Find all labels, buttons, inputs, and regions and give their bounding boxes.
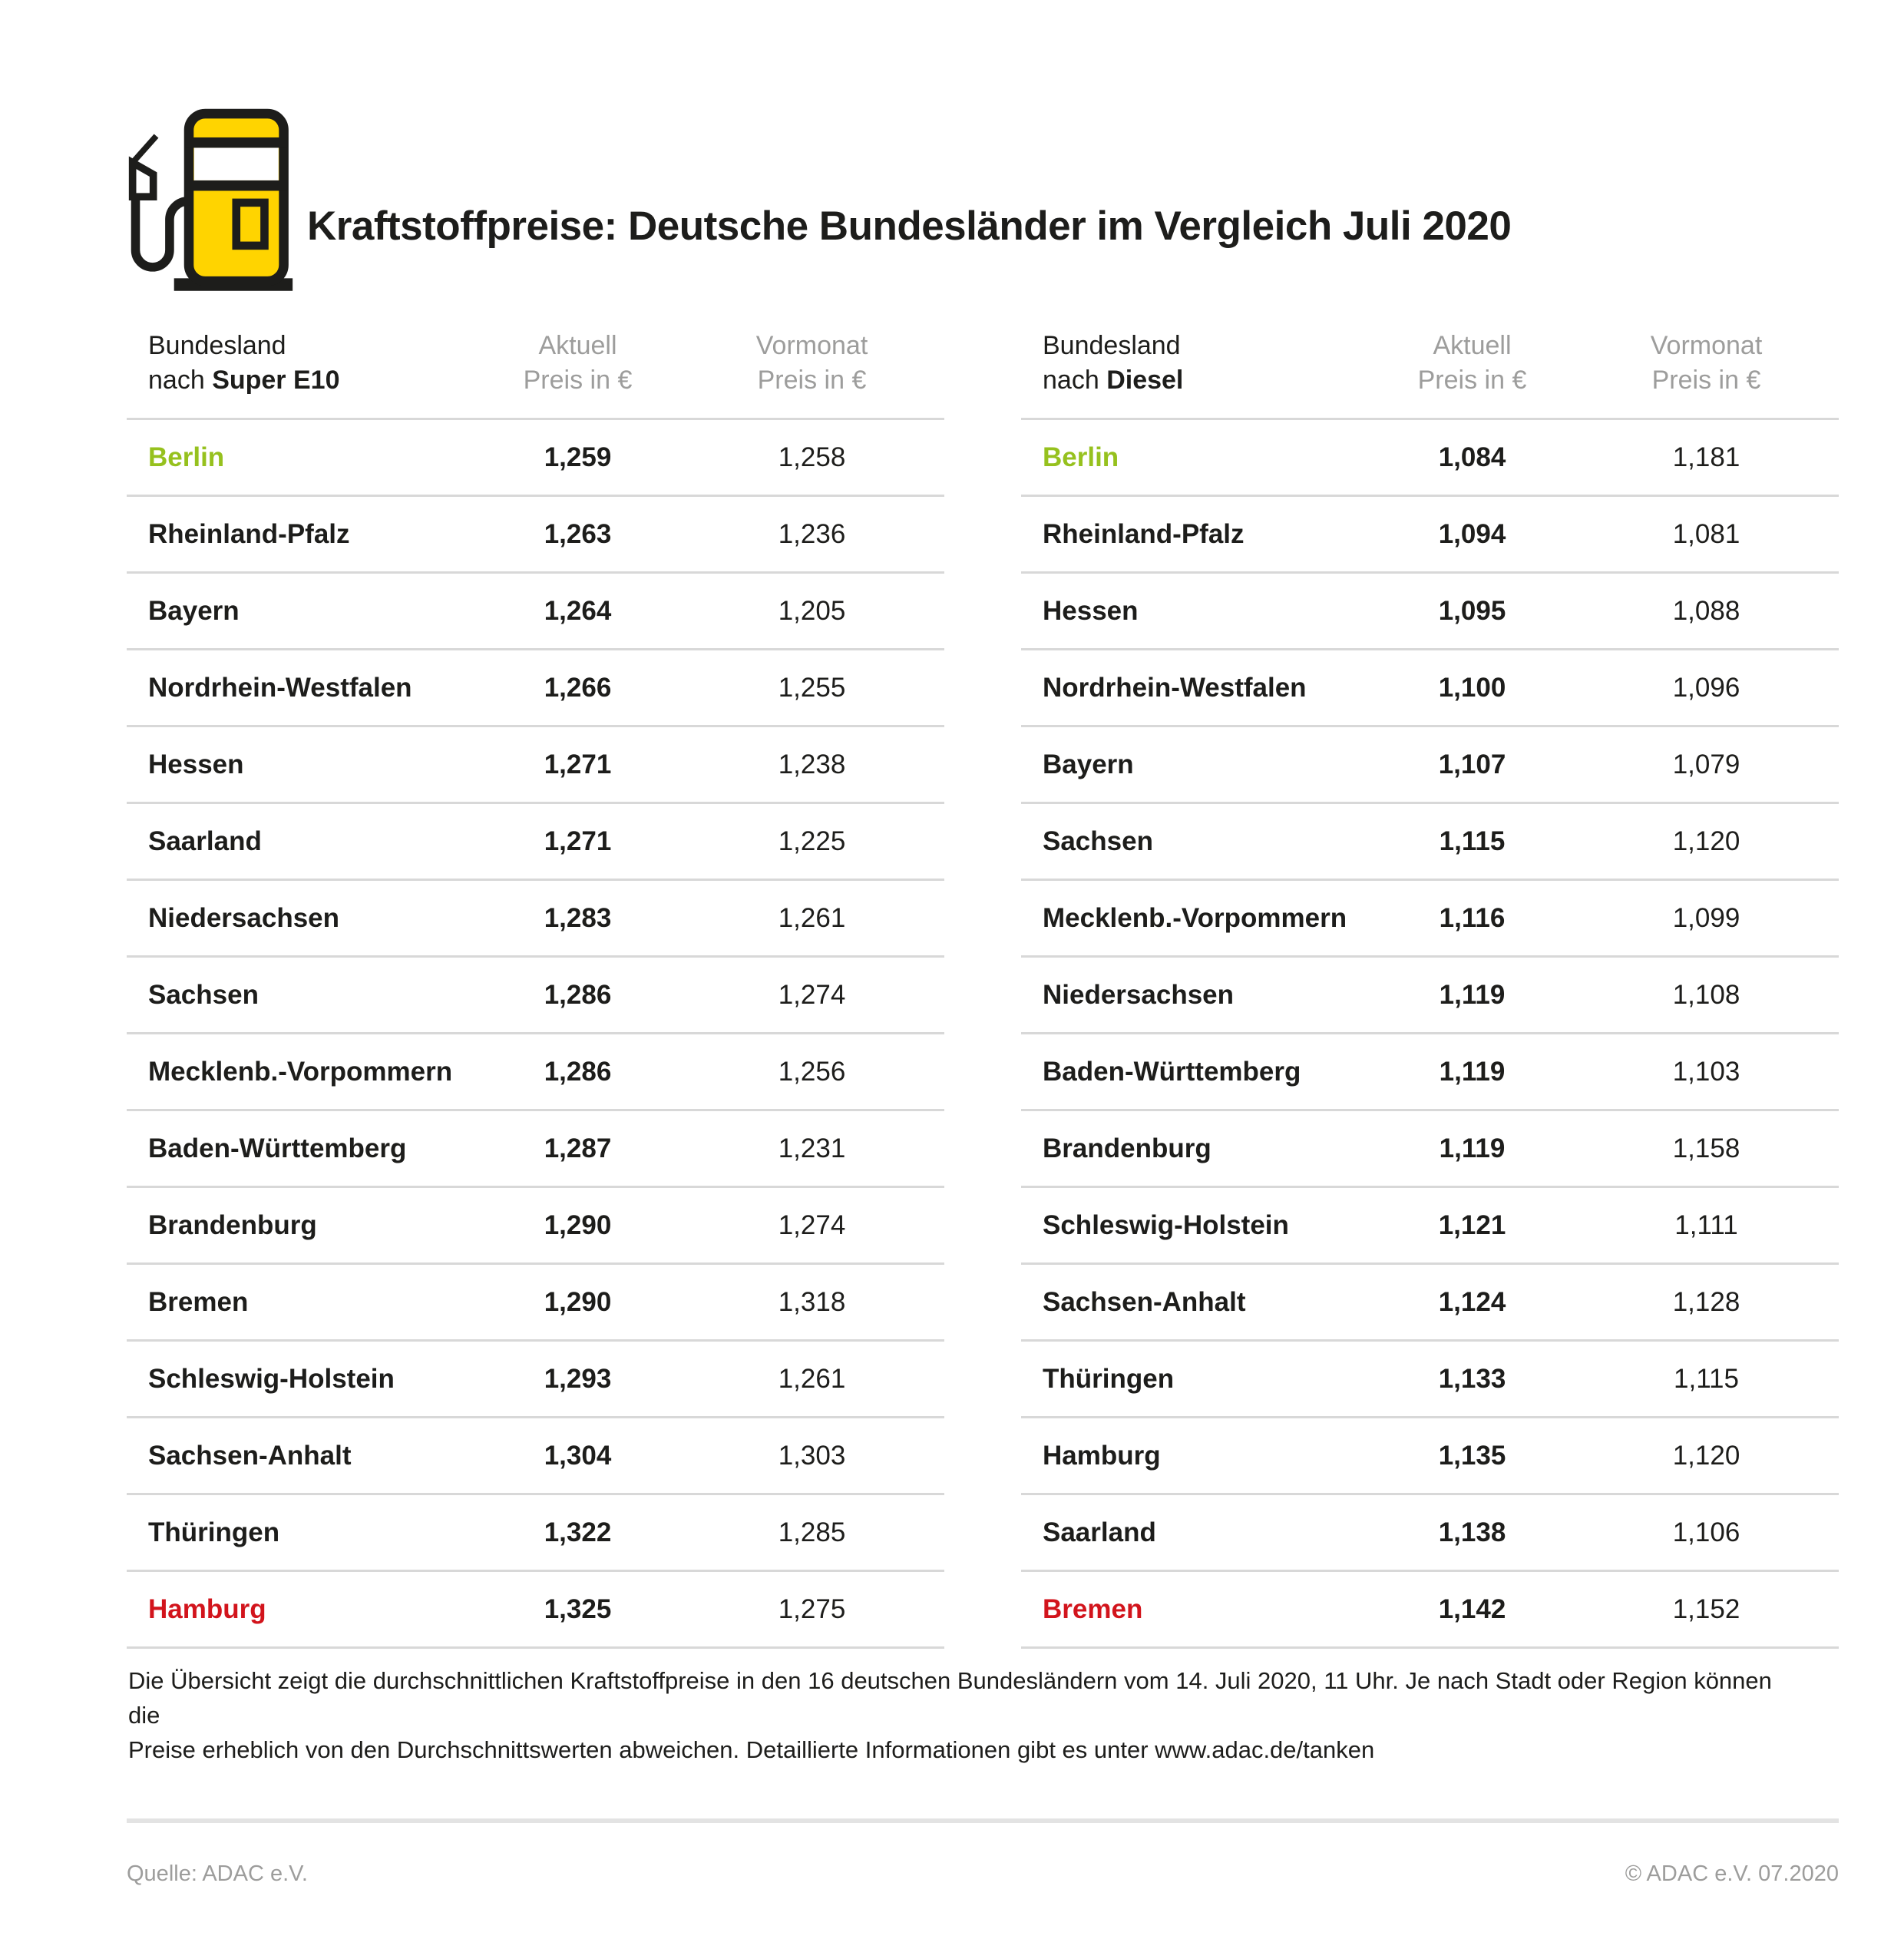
price-current: 1,263 bbox=[544, 518, 612, 549]
table-header bbox=[1021, 329, 1839, 420]
state-name: Bayern bbox=[148, 595, 240, 626]
state-name: Hessen bbox=[148, 749, 244, 779]
price-previous: 1,261 bbox=[778, 902, 846, 933]
column-header-vormonat: Vormonat Preis in € bbox=[755, 331, 868, 395]
price-previous: 1,275 bbox=[778, 1593, 846, 1624]
table-row bbox=[127, 1342, 944, 1418]
price-current: 1,119 bbox=[1439, 979, 1506, 1010]
price-previous: 1,099 bbox=[1672, 902, 1740, 933]
state-name: Bremen bbox=[1043, 1593, 1143, 1624]
header-fuel-label: nach Diesel bbox=[1043, 366, 1184, 395]
state-name: Nordrhein-Westfalen bbox=[148, 672, 412, 703]
price-current: 1,119 bbox=[1439, 1133, 1506, 1163]
price-previous: 1,258 bbox=[778, 442, 846, 472]
header-bundesland-label: Bundesland bbox=[1043, 331, 1181, 360]
price-current: 1,290 bbox=[544, 1286, 612, 1317]
column-header-vormonat: Vormonat Preis in € bbox=[1650, 331, 1763, 395]
price-previous: 1,318 bbox=[778, 1286, 846, 1317]
price-current: 1,304 bbox=[544, 1440, 612, 1471]
header-bundesland-label: Bundesland bbox=[148, 331, 286, 360]
price-previous: 1,111 bbox=[1674, 1209, 1738, 1240]
page-title: Kraftstoffpreise: Deutsche Bundesländer im Vergleich Juli 2020 bbox=[307, 204, 1512, 249]
price-current: 1,293 bbox=[544, 1363, 612, 1394]
state-name: Schleswig-Holstein bbox=[148, 1363, 395, 1394]
state-name: Saarland bbox=[148, 826, 262, 856]
price-previous: 1,274 bbox=[778, 979, 846, 1010]
state-name: Thüringen bbox=[1043, 1363, 1175, 1394]
state-name: Mecklenb.-Vorpommern bbox=[1043, 902, 1347, 933]
table-row bbox=[1021, 1188, 1839, 1265]
table-row bbox=[1021, 727, 1839, 804]
price-current: 1,286 bbox=[544, 979, 612, 1010]
footer bbox=[127, 1861, 1839, 1887]
table-row bbox=[127, 881, 944, 958]
price-current: 1,283 bbox=[544, 902, 612, 933]
table-row bbox=[127, 1495, 944, 1572]
footnote bbox=[128, 1663, 1779, 1767]
state-name: Berlin bbox=[1043, 442, 1119, 472]
table-row bbox=[1021, 881, 1839, 958]
state-name: Brandenburg bbox=[1043, 1133, 1211, 1163]
table-row bbox=[1021, 574, 1839, 650]
column-header-aktuell: Aktuell Preis in € bbox=[1417, 331, 1527, 395]
fuel-type-label: Diesel bbox=[1106, 366, 1184, 395]
price-previous: 1,108 bbox=[1672, 979, 1740, 1010]
table-row bbox=[127, 1111, 944, 1188]
price-current: 1,124 bbox=[1438, 1286, 1506, 1317]
price-current: 1,133 bbox=[1438, 1363, 1506, 1394]
copyright-note: © ADAC e.V. 07.2020 bbox=[1625, 1861, 1839, 1886]
footnote-line-2: Preise erheblich von den Durchschnittswerten abweichen. Detaillierte Informationen gibt es unter www.adac.de/tanken bbox=[128, 1736, 1375, 1763]
table-row bbox=[1021, 1034, 1839, 1111]
table-row bbox=[1021, 1111, 1839, 1188]
price-current: 1,290 bbox=[544, 1209, 612, 1240]
table-diesel bbox=[1021, 329, 1839, 1649]
price-current: 1,095 bbox=[1438, 595, 1506, 626]
state-name: Thüringen bbox=[148, 1517, 280, 1547]
column-header-bundesland bbox=[1021, 329, 1370, 398]
price-previous: 1,128 bbox=[1672, 1286, 1740, 1317]
price-current: 1,325 bbox=[544, 1593, 612, 1624]
table-body bbox=[1021, 420, 1839, 1649]
state-name: Rheinland-Pfalz bbox=[1043, 518, 1245, 549]
price-current: 1,116 bbox=[1439, 902, 1506, 933]
state-name: Rheinland-Pfalz bbox=[148, 518, 350, 549]
price-previous: 1,120 bbox=[1672, 826, 1740, 856]
table-row bbox=[1021, 1418, 1839, 1495]
table-row bbox=[1021, 497, 1839, 574]
table-row bbox=[1021, 650, 1839, 727]
price-current: 1,084 bbox=[1438, 442, 1506, 472]
table-row bbox=[1021, 958, 1839, 1034]
footer-divider bbox=[127, 1818, 1839, 1823]
price-previous: 1,303 bbox=[778, 1440, 846, 1471]
price-previous: 1,256 bbox=[778, 1056, 846, 1087]
table-body bbox=[127, 420, 944, 1649]
price-previous: 1,103 bbox=[1672, 1056, 1740, 1087]
state-name: Baden-Württemberg bbox=[1043, 1056, 1301, 1087]
state-name: Sachsen bbox=[148, 979, 259, 1010]
price-previous: 1,096 bbox=[1672, 672, 1740, 703]
price-current: 1,107 bbox=[1438, 749, 1506, 779]
state-name: Hamburg bbox=[1043, 1440, 1161, 1471]
price-previous: 1,231 bbox=[778, 1133, 846, 1163]
price-tables bbox=[127, 329, 1839, 1649]
state-name: Nordrhein-Westfalen bbox=[1043, 672, 1307, 703]
price-previous: 1,120 bbox=[1672, 1440, 1740, 1471]
price-previous: 1,158 bbox=[1672, 1133, 1740, 1163]
state-name: Berlin bbox=[148, 442, 225, 472]
state-name: Sachsen-Anhalt bbox=[1043, 1286, 1246, 1317]
table-row bbox=[1021, 1265, 1839, 1342]
table-row bbox=[127, 727, 944, 804]
price-current: 1,271 bbox=[544, 826, 612, 856]
table-row bbox=[127, 574, 944, 650]
table-row bbox=[127, 1034, 944, 1111]
header-fuel-label: nach Super E10 bbox=[148, 366, 340, 395]
table-row bbox=[1021, 804, 1839, 881]
price-current: 1,286 bbox=[544, 1056, 612, 1087]
price-previous: 1,225 bbox=[778, 826, 846, 856]
table-row bbox=[127, 1265, 944, 1342]
table-row bbox=[127, 804, 944, 881]
price-current: 1,264 bbox=[544, 595, 612, 626]
table-row bbox=[1021, 1342, 1839, 1418]
price-current: 1,142 bbox=[1438, 1593, 1506, 1624]
price-previous: 1,081 bbox=[1672, 518, 1740, 549]
price-current: 1,121 bbox=[1438, 1209, 1506, 1240]
price-current: 1,094 bbox=[1438, 518, 1506, 549]
price-previous: 1,088 bbox=[1672, 595, 1740, 626]
price-previous: 1,238 bbox=[778, 749, 846, 779]
table-row bbox=[1021, 1572, 1839, 1649]
state-name: Hessen bbox=[1043, 595, 1139, 626]
source-note: Quelle: ADAC e.V. bbox=[127, 1861, 308, 1886]
price-previous: 1,236 bbox=[778, 518, 846, 549]
fuel-type-label: Super E10 bbox=[212, 366, 340, 395]
price-previous: 1,274 bbox=[778, 1209, 846, 1240]
table-row bbox=[127, 1188, 944, 1265]
state-name: Brandenburg bbox=[148, 1209, 317, 1240]
price-previous: 1,205 bbox=[778, 595, 846, 626]
state-name: Mecklenb.-Vorpommern bbox=[148, 1056, 453, 1087]
price-previous: 1,261 bbox=[778, 1363, 846, 1394]
price-previous: 1,181 bbox=[1672, 442, 1740, 472]
table-row bbox=[127, 420, 944, 497]
table-header bbox=[127, 329, 944, 420]
state-name: Sachsen bbox=[1043, 826, 1153, 856]
table-row bbox=[127, 958, 944, 1034]
state-name: Saarland bbox=[1043, 1517, 1156, 1547]
price-previous: 1,285 bbox=[778, 1517, 846, 1547]
table-super-e10 bbox=[127, 329, 944, 1649]
price-current: 1,135 bbox=[1438, 1440, 1506, 1471]
price-current: 1,287 bbox=[544, 1133, 612, 1163]
price-previous: 1,079 bbox=[1672, 749, 1740, 779]
price-current: 1,115 bbox=[1439, 826, 1506, 856]
price-current: 1,322 bbox=[544, 1517, 612, 1547]
price-previous: 1,255 bbox=[778, 672, 846, 703]
column-header-bundesland bbox=[127, 329, 476, 398]
price-current: 1,259 bbox=[544, 442, 612, 472]
table-row bbox=[127, 1572, 944, 1649]
footnote-line-1: Die Übersicht zeigt die durchschnittlichen Kraftstoffpreise in den 16 deutschen Bundesländern vom 14. Juli 2020, 11 Uhr. Je nach Stadt oder Region können die bbox=[128, 1667, 1772, 1729]
price-current: 1,119 bbox=[1439, 1056, 1506, 1087]
state-name: Baden-Württemberg bbox=[148, 1133, 407, 1163]
table-row bbox=[1021, 1495, 1839, 1572]
price-current: 1,271 bbox=[544, 749, 612, 779]
table-row bbox=[1021, 420, 1839, 497]
state-name: Niedersachsen bbox=[148, 902, 340, 933]
state-name: Schleswig-Holstein bbox=[1043, 1209, 1289, 1240]
table-row bbox=[127, 650, 944, 727]
price-current: 1,138 bbox=[1438, 1517, 1506, 1547]
state-name: Niedersachsen bbox=[1043, 979, 1235, 1010]
state-name: Sachsen-Anhalt bbox=[148, 1440, 352, 1471]
state-name: Bayern bbox=[1043, 749, 1134, 779]
column-header-aktuell: Aktuell Preis in € bbox=[523, 331, 633, 395]
table-row bbox=[127, 1418, 944, 1495]
price-previous: 1,152 bbox=[1672, 1593, 1740, 1624]
fuel-pump-icon bbox=[125, 108, 296, 297]
price-previous: 1,115 bbox=[1674, 1363, 1739, 1394]
state-name: Hamburg bbox=[148, 1593, 266, 1624]
price-current: 1,100 bbox=[1438, 672, 1506, 703]
price-current: 1,266 bbox=[544, 672, 612, 703]
price-previous: 1,106 bbox=[1672, 1517, 1740, 1547]
table-row bbox=[127, 497, 944, 574]
state-name: Bremen bbox=[148, 1286, 249, 1317]
